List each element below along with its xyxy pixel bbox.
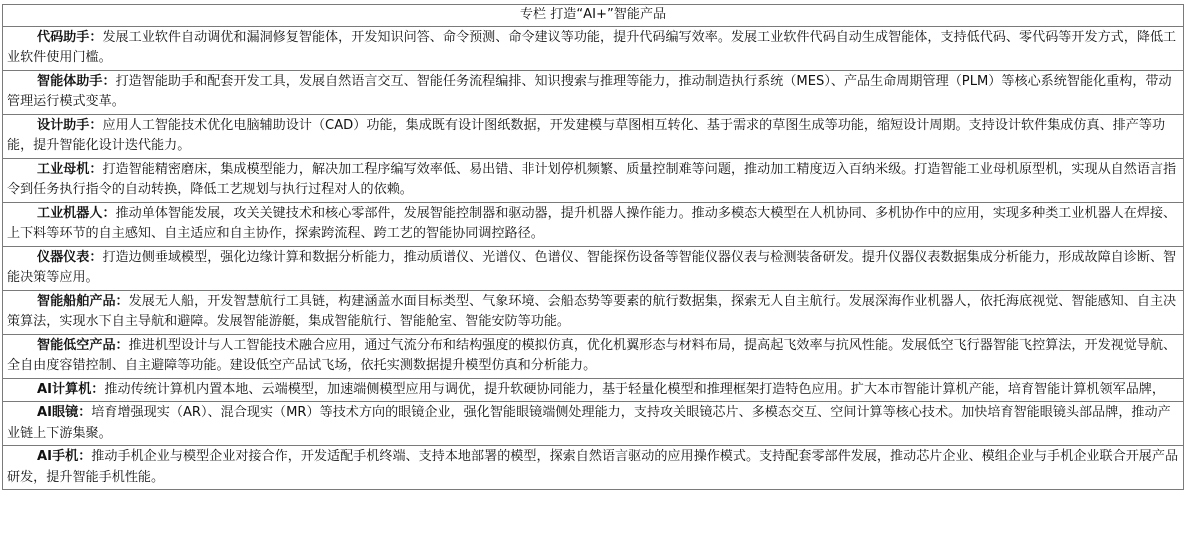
row-label: 设计助手： [37, 117, 103, 133]
row-label: 仪器仪表： [37, 249, 103, 265]
row-text: 培育增强现实（AR）、混合现实（MR）等技术方向的眼镜企业，强化智能眼镜端侧处理能力，支持攻关眼镜芯片、多模态交互、空间计算等核心技术。加快培育智能眼镜头部品牌，推动产业链上下游集聚。 [7, 405, 1171, 441]
row-label: AI计算机： [37, 381, 105, 397]
table-row [3, 334, 1184, 378]
table-row [3, 202, 1184, 246]
row-label: 智能船舶产品： [37, 293, 129, 309]
table-row [3, 402, 1184, 446]
table-row [3, 378, 1184, 402]
row-label: AI手机： [37, 449, 92, 464]
table-title: 专栏 打造“AI+”智能产品 [3, 5, 1184, 27]
row-label: 智能体助手： [37, 73, 116, 89]
row-label: AI眼镜： [37, 405, 92, 420]
table-row [3, 114, 1184, 158]
row-text: 推动手机企业与模型企业对接合作，开发适配手机终端、支持本地部署的模型，探索自然语言驱动的应用操作模式。支持配套零部件发展，推动芯片企业、模组企业与手机企业联合开展产品研发，提升智能手机性能。 [7, 449, 1179, 485]
row-text: 推动单体智能发展，攻关关键技术和核心零部件，发展智能控制器和驱动器，提升机器人操作能力。推动多模态大模型在人机协同、多机协作中的应用，实现多种类工业机器人在焊接、上下料等环节的自主感知、自主适应和自主协作，探索跨流程、跨工艺的智能协同调控路径。 [7, 205, 1177, 241]
feature-table [2, 4, 1184, 490]
table-row [3, 290, 1184, 334]
table-row [3, 446, 1184, 490]
row-text: 发展无人船，开发智慧航行工具链，构建涵盖水面目标类型、气象环境、会船态势等要素的航行数据集，探索无人自主航行。发展深海作业机器人，依托海底视觉、智能感知、自主决策算法，实现水下自主导航和避障。发展智能游艇，集成智能航行、智能舱室、智能安防等功能。 [7, 293, 1177, 329]
row-text: 应用人工智能技术优化电脑辅助设计（CAD）功能，集成既有设计图纸数据，开发建模与草图相互转化、基于需求的草图生成等功能，缩短设计周期。支持设计软件集成仿真、排产等功能，提升智能化设计迭代能力。 [7, 117, 1166, 153]
row-text: 推动传统计算机内置本地、云端模型，加速端侧模型应用与调优，提升软硬协同能力，基于轻量化模型和推理框架打造特色应用。扩大本市智能计算机产能，培育智能计算机领军品牌， [104, 381, 1165, 397]
table-row [3, 70, 1184, 114]
row-text: 推进机型设计与人工智能技术融合应用，通过气流分布和结构强度的模拟仿真，优化机翼形态与材料布局，提高起飞效率与抗风性能。发展低空飞行器智能飞控算法，开发视觉导航、全自由度容错控制、自主避障等功能。建设低空产品试飞场，依托实测数据提升模型仿真和分析能力。 [7, 337, 1177, 373]
table-row [3, 246, 1184, 290]
table-row [3, 26, 1184, 70]
row-label: 工业母机： [37, 161, 103, 177]
row-text: 打造智能助手和配套开发工具，发展自然语言交互、智能任务流程编排、知识搜索与推理等能力，推动制造执行系统（MES）、产品生命周期管理（PLM）等核心系统智能化重构，带动管理运行模式变革。 [7, 73, 1172, 109]
row-label: 代码助手： [37, 29, 103, 45]
row-text: 打造智能精密磨床，集成模型能力，解决加工程序编写效率低、易出错、非计划停机频繁、质量控制难等问题，推动加工精度迈入百纳米级。打造智能工业母机原型机，实现从自然语言指令到任务执行指令的自动转换，降低工艺规划与执行过程对人的依赖。 [7, 161, 1177, 197]
row-label: 工业机器人： [37, 205, 116, 221]
table-row [3, 158, 1184, 202]
row-label: 智能低空产品： [37, 337, 129, 353]
title-row [3, 5, 1184, 27]
row-text: 打造边侧垂域模型，强化边缘计算和数据分析能力，推动质谱仪、光谱仪、色谱仪、智能探伤设备等智能仪器仪表与检测装备研发。提升仪器仪表数据集成分析能力，形成故障自诊断、智能决策等应用。 [7, 249, 1177, 285]
row-text: 发展工业软件自动调优和漏洞修复智能体，开发知识问答、命令预测、命令建议等功能，提升代码编写效率。发展工业软件代码自动生成智能体，支持低代码、零代码等开发方式，降低工业软件使用门槛。 [7, 29, 1177, 65]
